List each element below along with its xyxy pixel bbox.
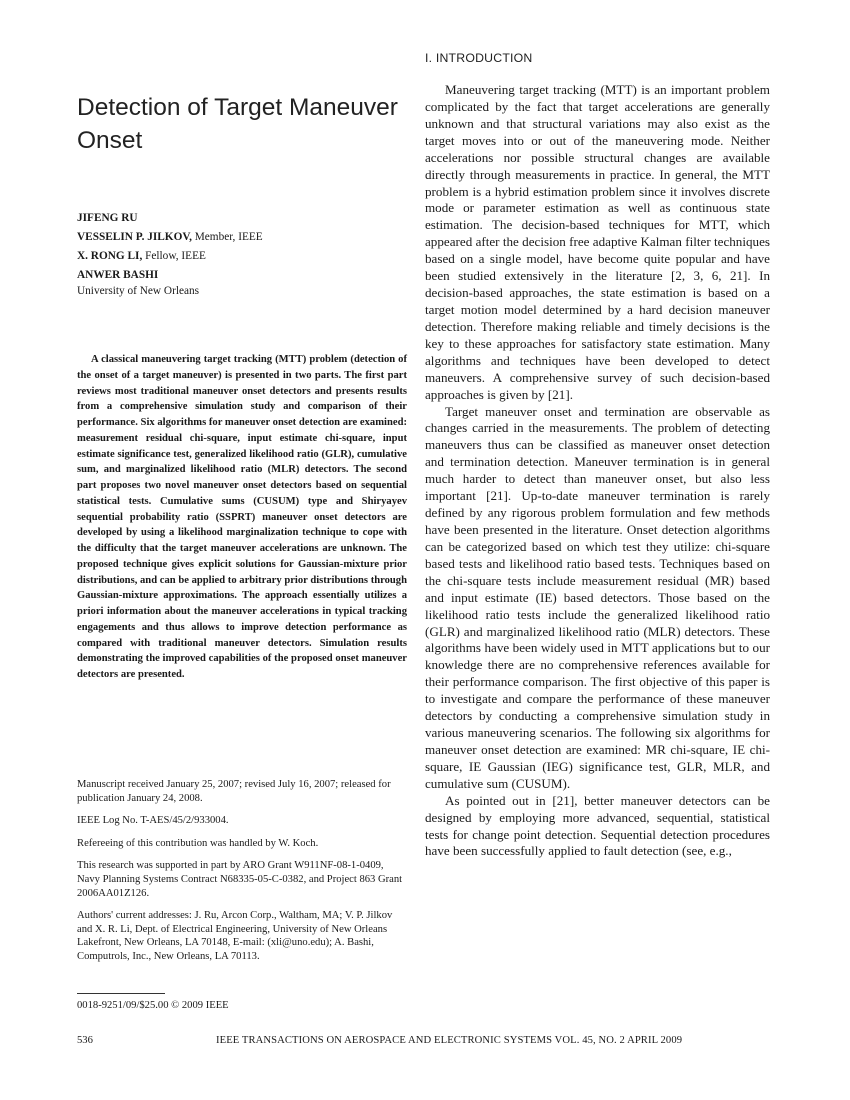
- paper-title: Detection of Target Maneuver Onset: [77, 94, 398, 154]
- author-4: [77, 267, 407, 299]
- footnote-divider: [77, 993, 165, 994]
- introduction-body: [425, 82, 770, 860]
- author-affiliation: University of New Orleans: [77, 285, 200, 297]
- author-name: JIFENG RU: [77, 212, 138, 224]
- author-name: ANWER BASHI: [77, 269, 159, 281]
- journal-running-footer: IEEE TRANSACTIONS ON AEROSPACE AND ELECTRONIC SYSTEMS VOL. 45, NO. 2 APRIL 2009: [216, 1035, 683, 1046]
- author-3: [77, 248, 407, 264]
- author-2: [77, 229, 407, 245]
- body-paragraph-1: Maneuvering target tracking (MTT) is an important problem complicated by the fact that target accelerations are generally unknown and that structural variations may also exist as the target moves into or out of the maneuvering mode. Neither accelerations nor possible structural changes are available directly through measurements in practice. In general, the MTT problem is a hybrid estimation problem since it involves discrete mode or parameter estimation as well as continuous state estimation. The decision-based techniques for MTT, which appeared after the decision free adaptive Kalman filter techniques based on a single model, have become quite popular and have been studied extensively in the literature [2, 3, 6, 21]. In decision-based approaches, the state estimation is based on a target motion model determined by a hard decision maneuver detection. Therefore making reliable and timely decisions is the key to these approaches for satisfactory state estimation. Many algorithms and techniques have been developed to detect maneuvers. A comprehensive survey of such decision-based approaches is given by [21].: [425, 82, 770, 402]
- body-paragraph-2: Target maneuver onset and termination are observable as changes carried in the measurements. The problem of detecting maneuvers thus can be classified as maneuver onset detection and termination detection. Maneuver termination is in general much harder to detect than maneuver onset, but also less important [21]. Up-to-date maneuver termination is rarely defined by any rigorous problem formulation and few methods have been presented in the literature. Onset detection algorithms can be categorized based on which test they utilize: chi-square based tests and likelihood ratio based tests. Techniques based on the chi-square tests include measurement residual (MR) based and input estimate (IE) based detectors. Those based on the likelihood ratio tests include the generalized likelihood ratio (GLR) and marginalized likelihood ratio (MLR) detectors. These algorithms have been widely used in MTT applications but to our knowledge there are no comprehensive references available for their performance comparison. The first objective of this paper is to investigate and compare the performance of these maneuver detectors by conducting a comprehensive simulation study in various maneuvering scenarios. The following six algorithms for maneuver onset detection are examined: MR chi-square, IE chi-square, IE Gaussian (IEG) significance test, GLR, MLR, and cumulative sum (CUSUM).: [425, 403, 770, 791]
- author-name: VESSELIN P. JILKOV,: [77, 231, 192, 243]
- section-heading: I. INTRODUCTION: [425, 51, 533, 65]
- author-role: Fellow, IEEE: [142, 250, 206, 262]
- author-role: Member, IEEE: [191, 231, 263, 243]
- copyright-line: 0018-9251/09/$25.00 © 2009 IEEE: [77, 1000, 229, 1011]
- footnote-log-number: IEEE Log No. T-AES/45/2/933004.: [77, 815, 229, 827]
- page-number: 536: [77, 1035, 93, 1046]
- footnote-refereeing: Refereeing of this contribution was handled by W. Koch.: [77, 837, 319, 849]
- author-name: X. RONG LI,: [77, 250, 143, 262]
- body-paragraph-3: As pointed out in [21], better maneuver detectors can be designed by employing more advanced, sequential, statistical tests for change point detection. Sequential detection procedures have been successfully applied to fault detection (see, e.g.,: [425, 792, 770, 859]
- author-block: [77, 210, 407, 302]
- footnote-manuscript-dates: Manuscript received January 25, 2007; revised July 16, 2007; released for publication January 24, 2008.: [77, 779, 391, 804]
- footnote-addresses: Authors' current addresses: J. Ru, Arcon Corp., Waltham, MA; V. P. Jilkov and X. R. Li, Dept. of Electrical Engineering, University of New Orleans Lakefront, New Orleans, LA 70148, E-mail: (xli@uno.edu); A. Bashi, Computrols, Inc., New Orleans, LA 70113.: [77, 910, 393, 962]
- abstract: A classical maneuvering target tracking (MTT) problem (detection of the onset of a target maneuver) is presented in two parts. The first part reviews most traditional maneuver onset detectors and presents results from a comprehensive simulation study and comparison of their performance. Six algorithms for maneuver onset detection are examined: measurement residual chi-square, input estimate chi-square, input estimate significance test, generalized likelihood ratio (GLR), cumulative sum, and marginalized likelihood ratio (MLR) detectors. The second part proposes two novel maneuver onset detectors based on sequential statistical tests. Cumulative sums (CUSUM) type and Shiryayev sequential probability ratio (SSPRT) maneuver onset detectors are developed by using a likelihood marginalization technique to cope with the difficulty that the target maneuver accelerations are unknown. The proposed technique gives explicit solutions for Gaussian-mixture prior distributions, and can be applied to arbitrary prior distributions through Gaussian-mixture approximations. The approach essentially utilizes a priori information about the maneuver accelerations in typical tracking engagements and thus allows to improve detection performance as compared with traditional maneuver detectors. Simulation results demonstrating the improved capabilities of the proposed onset maneuver detectors are presented.: [77, 354, 407, 680]
- footnotes: [77, 778, 407, 973]
- author-1: [77, 210, 407, 226]
- footnote-funding: This research was supported in part by ARO Grant W911NF-08-1-0409, Navy Planning Systems Contract N68335-05-C-0382, and Project 863 Grant 2006AA01Z126.: [77, 860, 403, 899]
